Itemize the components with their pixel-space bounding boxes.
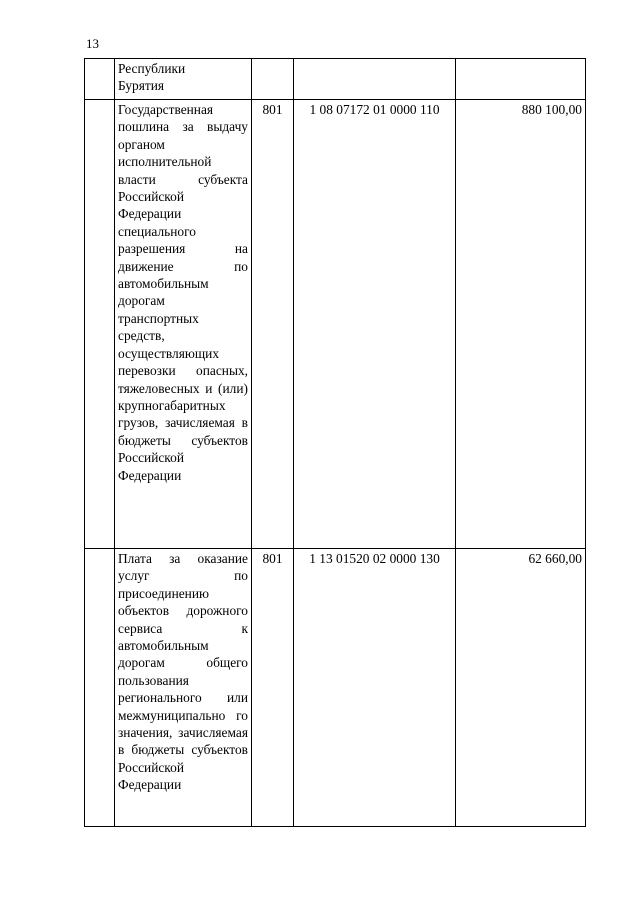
revenue-name-cell xyxy=(115,549,252,827)
budget-code-cell: 1 13 01520 02 0000 130 xyxy=(294,549,456,827)
table-row xyxy=(85,100,586,549)
revenue-name-cell xyxy=(115,100,252,549)
amount-cell xyxy=(456,59,586,100)
amount-cell: 62 660,00 xyxy=(456,549,586,827)
revenue-name: Плата за оказание услуг по присоединению объектов дорожного сервиса к автомобильным дорогам общего пользования регионального или межмуниципально го значения, зачисляемая в бюджеты субъектов Российской Федерации xyxy=(118,551,248,793)
amount-cell: 880 100,00 xyxy=(456,100,586,549)
revenue-name: Государственная пошлина за выдачу органом исполнительной власти субъекта Российской Федерации специального разрешения на движение по автомобильным дорогам транспортных средств, осуществляющих перевозки опасных, тяжеловесных и (или) крупногабаритных грузов, зачисляемая в бюджеты субъектов Российской Федерации xyxy=(118,102,248,483)
revenue-name-cell xyxy=(115,59,252,100)
revenue-table xyxy=(84,58,586,827)
row-number-cell xyxy=(85,100,115,549)
admin-code-cell: 801 xyxy=(252,549,294,827)
budget-code-cell: 1 08 07172 01 0000 110 xyxy=(294,100,456,549)
page-number: 13 xyxy=(86,36,99,51)
table-row xyxy=(85,59,586,100)
admin-code-cell xyxy=(252,59,294,100)
budget-code-cell xyxy=(294,59,456,100)
table-row xyxy=(85,549,586,827)
revenue-name: Республики Бурятия xyxy=(118,61,186,94)
admin-code-cell: 801 xyxy=(252,100,294,549)
row-number-cell xyxy=(85,549,115,827)
row-number-cell xyxy=(85,59,115,100)
